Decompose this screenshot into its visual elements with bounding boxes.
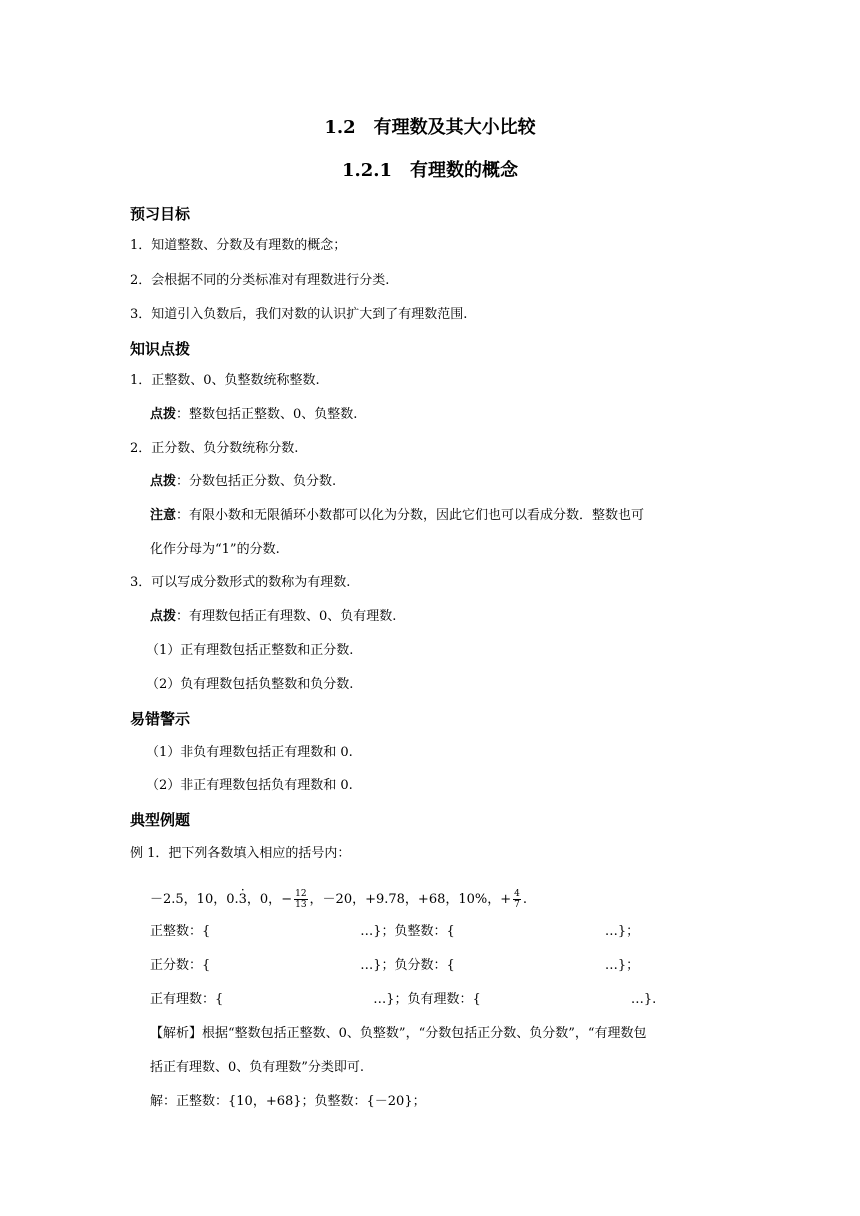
section-heading-common-errors: 易错警示 xyxy=(130,710,191,728)
sub-point: （2）负有理数包括负整数和负分数. xyxy=(146,677,354,692)
section-heading-knowledge: 知识点拨 xyxy=(130,340,191,358)
tip-line: 点拨：分数包括正分数、负分数. xyxy=(150,474,337,489)
fraction-4-7: $\frac{4}{7}$ xyxy=(514,889,520,910)
note-line: 注意：有限小数和无限循环小数都可以化为分数，因此它们也可以看成分数．整数也可 xyxy=(150,508,645,523)
section-heading-preview-goals: 预习目标 xyxy=(130,205,191,223)
knowledge-point: 3．可以写成分数形式的数称为有理数. xyxy=(130,575,351,590)
fill-row-integers: 正整数：{ …}；负整数：{ …}； xyxy=(150,924,640,939)
goal-item: 2．会根据不同的分类标准对有理数进行分类. xyxy=(130,273,390,288)
goal-item: 3．知道引入负数后，我们对数的认识扩大到了有理数范围. xyxy=(130,307,468,322)
goal-item: 1．知道整数、分数及有理数的概念； xyxy=(130,238,347,253)
knowledge-point: 2．正分数、负分数统称分数. xyxy=(130,441,299,456)
fill-row-fractions: 正分数：{ …}；负分数：{ …}； xyxy=(150,958,640,973)
knowledge-point: 1．正整数、0、负整数统称整数. xyxy=(130,373,320,388)
page-title: 1.2 有理数及其大小比较 xyxy=(324,117,536,138)
example-title: 例 1．把下列各数填入相应的括号内： xyxy=(130,846,351,861)
number-list: －2.5，10，0.· 3，0，− $\frac{12}{13}$ ，－20，+9.78，+68，10%，+ $\frac{4}{7}$ . xyxy=(150,889,527,910)
fraction-12-13: $\frac{12}{13}$ xyxy=(295,889,307,910)
error-item: （1）非负有理数包括正有理数和 0. xyxy=(146,745,353,760)
note-line-continued: 化作分母为“1”的分数. xyxy=(150,542,280,557)
repeating-digit: · 3 xyxy=(239,892,247,907)
tip-line: 点拨：整数包括正整数、0、负整数. xyxy=(150,407,358,422)
section-heading-examples: 典型例题 xyxy=(130,811,191,829)
solution-line: 解：正整数：{10，+68}；负整数：{－20}； xyxy=(150,1094,426,1109)
analysis-line-continued: 括正有理数、0、负有理数”分类即可. xyxy=(150,1060,365,1075)
error-item: （2）非正有理数包括负有理数和 0. xyxy=(146,778,353,793)
page-subtitle: 1.2.1 有理数的概念 xyxy=(341,160,519,181)
analysis-line: 【解析】根据“整数包括正整数、0、负整数”，“分数包括正分数、负分数”，“有理数包 xyxy=(150,1026,647,1041)
tip-line: 点拨：有理数包括正有理数、0、负有理数. xyxy=(150,609,397,624)
sub-point: （1）正有理数包括正整数和正分数. xyxy=(146,643,354,658)
fill-row-rationals: 正有理数：{ …}；负有理数：{ …}. xyxy=(150,992,657,1007)
